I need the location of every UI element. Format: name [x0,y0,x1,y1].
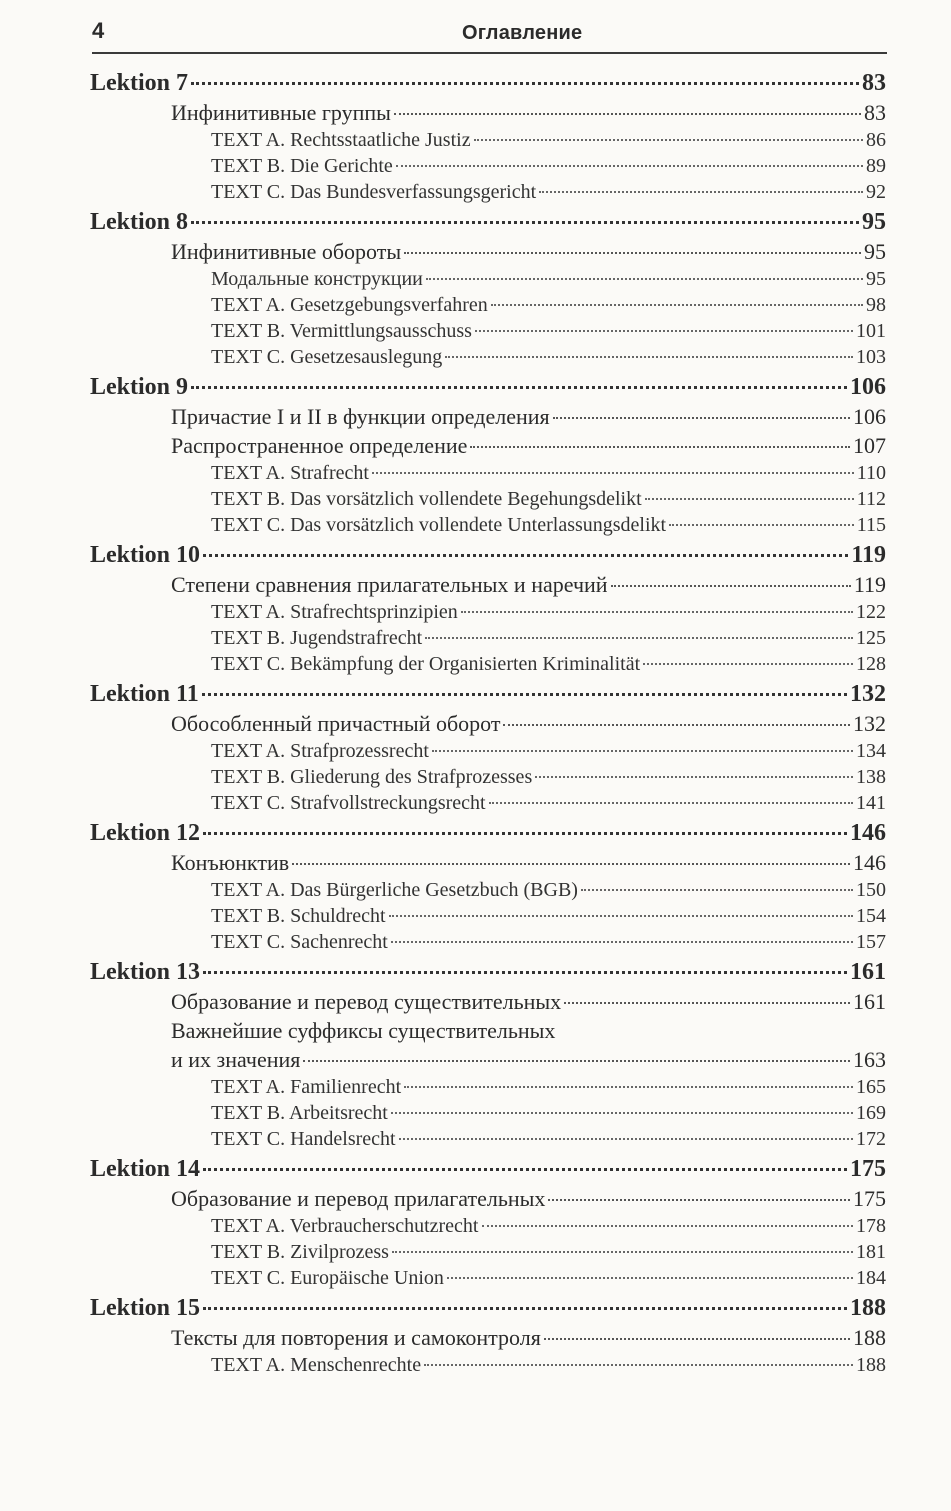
dot-leader [191,221,859,224]
lesson-heading-page-number: 188 [850,1295,886,1321]
lesson-heading[interactable] [90,957,886,987]
lesson-block [90,207,886,370]
lesson-heading-page-number: 146 [850,820,886,846]
dot-leader [392,1251,853,1253]
text-entry-page-number: 178 [856,1215,886,1237]
topic-entry-page-number: 161 [853,989,886,1014]
lesson-heading-title: Lektion 12 [90,820,201,846]
lesson-heading-page-number: 175 [850,1156,886,1182]
dot-leader [503,724,850,726]
lesson-heading[interactable] [90,207,886,237]
text-entry-title: TEXT A. Gesetzgebungsverfahren [211,294,488,316]
lesson-heading[interactable] [90,679,886,709]
topic-entry-page-number: 132 [853,711,886,736]
dot-leader [202,693,847,696]
text-entry-title: TEXT B. Jugendstrafrecht [211,627,423,649]
text-entry-title: TEXT C. Strafvollstreckungsrecht [211,792,486,814]
text-entry-title: TEXT A. Das Bürgerliche Gesetzbuch (BGB) [211,879,578,901]
topic-entry[interactable] [90,570,886,599]
text-entry[interactable] [90,266,886,292]
lesson-heading-page-number: 161 [850,959,886,985]
page-header [92,14,887,54]
dot-leader [394,113,861,115]
dot-leader [425,637,853,639]
topic-entry-page-number: 188 [853,1325,886,1350]
table-of-contents [90,66,886,1378]
topic-entry[interactable] [90,987,886,1016]
text-entry-page-number: 154 [856,905,886,927]
text-entry[interactable] [90,1126,886,1152]
lesson-heading-title: Lektion 10 [90,542,201,568]
page-number: 4 [92,18,105,43]
text-entry[interactable] [90,1074,886,1100]
topic-entry-title: Причастие I и II в функции определения [171,404,550,429]
text-entry-page-number: 92 [866,181,886,203]
text-entry-title: TEXT B. Gliederung des Strafprozesses [211,766,533,788]
text-entry[interactable] [90,460,886,486]
text-entry-title: TEXT B. Zivilprozess [211,1241,389,1263]
dot-leader [389,915,853,917]
text-entry[interactable] [90,179,886,205]
dot-leader [424,1364,853,1366]
text-entry-title: TEXT B. Das vorsätzlich vollendete Begehungsdelikt [211,488,642,510]
dot-leader [474,139,863,141]
dot-leader [203,971,847,974]
lesson-heading-title: Lektion 8 [90,209,189,235]
dot-leader [669,524,854,526]
text-entry-title: TEXT C. Europäische Union [211,1267,444,1289]
dot-leader [544,1338,850,1340]
text-entry[interactable] [90,1213,886,1239]
topic-entry[interactable] [90,848,886,877]
topic-entry[interactable] [90,1323,886,1352]
dot-leader [391,1112,853,1114]
text-entry-title: TEXT A. Rechtsstaatliche Justiz [211,129,471,151]
text-entry-page-number: 138 [856,766,886,788]
lesson-block [90,957,886,1152]
text-entry-title: TEXT A. Strafrechtsprinzipien [211,601,458,623]
dot-leader [548,1199,850,1201]
dot-leader [303,1060,850,1062]
lesson-heading-title: Lektion 15 [90,1295,201,1321]
topic-entry-page-number: 107 [853,433,886,458]
text-entry[interactable] [90,738,886,764]
topic-entry-title: и их значения [171,1047,301,1072]
text-entry[interactable] [90,929,886,955]
text-entry[interactable] [90,153,886,179]
topic-entry-line[interactable]: Важнейшие суффиксы существительных [171,1018,556,1043]
dot-leader [482,1225,854,1227]
dot-leader [404,252,861,254]
text-entry-title: TEXT A. Verbraucherschutzrecht [211,1215,479,1237]
dot-leader [445,356,853,358]
text-entry-page-number: 181 [856,1241,886,1263]
text-entry[interactable] [90,1265,886,1291]
text-entry-page-number: 112 [856,488,886,510]
dot-leader [535,776,853,778]
lesson-block [90,679,886,816]
text-entry-page-number: 98 [866,294,886,316]
lesson-heading-title: Lektion 7 [90,70,189,96]
topic-entry-title: Распространенное определение [171,433,468,458]
dot-leader [191,386,847,389]
dot-leader [643,663,853,665]
text-entry[interactable] [90,877,886,903]
text-entry-page-number: 172 [856,1128,886,1150]
text-entry-title: TEXT C. Gesetzesauslegung [211,346,443,368]
text-entry[interactable] [90,318,886,344]
lesson-heading[interactable] [90,1293,886,1323]
lesson-block [90,372,886,538]
dot-leader [539,191,863,193]
topic-entry-title: Обособленный причастный оборот [171,711,501,736]
text-entry[interactable] [90,512,886,538]
text-entry-page-number: 89 [866,155,886,177]
lesson-heading[interactable] [90,1154,886,1184]
dot-leader [645,498,854,500]
text-entry-page-number: 110 [856,462,886,484]
text-entry-page-number: 86 [866,129,886,151]
lesson-block [90,68,886,205]
lesson-heading[interactable] [90,372,886,402]
dot-leader [447,1277,853,1279]
topic-entry[interactable] [90,237,886,266]
text-entry[interactable] [90,1352,886,1378]
lesson-heading[interactable] [90,68,886,98]
text-entry-page-number: 128 [856,653,886,675]
dot-leader [564,1002,850,1004]
text-entry-page-number: 125 [856,627,886,649]
topic-entry[interactable] [90,431,886,460]
dot-leader [461,611,853,613]
topic-entry-page-number: 175 [853,1186,886,1211]
text-entry[interactable] [90,344,886,370]
lesson-block [90,1154,886,1291]
lesson-heading-page-number: 83 [862,70,886,96]
topic-entry-title: Конъюнктив [171,850,290,875]
text-entry[interactable] [90,599,886,625]
topic-entry-page-number: 163 [853,1047,886,1072]
topic-entry[interactable] [90,709,886,738]
lesson-heading[interactable] [90,540,886,570]
lesson-heading[interactable] [90,818,886,848]
dot-leader [191,82,859,85]
lesson-block [90,818,886,955]
text-entry-title: TEXT C. Das vorsätzlich vollendete Unterlassungsdelikt [211,514,667,536]
dot-leader [553,417,850,419]
dot-leader [581,889,853,891]
dot-leader [404,1086,853,1088]
dot-leader [432,750,853,752]
text-entry-page-number: 95 [866,268,886,290]
text-entry-page-number: 165 [856,1076,886,1098]
dot-leader [203,1307,847,1310]
topic-entry-page-number: 119 [853,572,886,597]
text-entry-page-number: 150 [856,879,886,901]
topic-entry[interactable] [90,402,886,431]
lesson-heading-page-number: 106 [850,374,886,400]
dot-leader [491,304,863,306]
text-entry-title: Модальные конструкции [211,268,423,290]
topic-entry-title: Образование и перевод существительных [171,989,562,1014]
topic-entry-title: Образование и перевод прилагательных [171,1186,546,1211]
dot-leader [489,802,853,804]
text-entry-title: TEXT C. Das Bundesverfassungsgericht [211,181,537,203]
text-entry[interactable] [90,903,886,929]
lesson-block [90,540,886,677]
text-entry-page-number: 115 [856,514,886,536]
text-entry-page-number: 122 [856,601,886,623]
dot-leader [611,585,851,587]
dot-leader [372,472,854,474]
dot-leader [203,832,847,835]
text-entry-page-number: 103 [856,346,886,368]
topic-entry-title: Инфинитивные группы [171,100,391,125]
text-entry-title: TEXT B. Die Gerichte [211,155,393,177]
topic-entry-title: Степени сравнения прилагательных и наречий [171,572,608,597]
text-entry-title: TEXT B. Arbeitsrecht [211,1102,388,1124]
dot-leader [475,330,853,332]
lesson-heading-title: Lektion 14 [90,1156,201,1182]
text-entry[interactable] [90,764,886,790]
lesson-block [90,1293,886,1378]
dot-leader [426,278,863,280]
text-entry-title: TEXT A. Strafprozessrecht [211,740,429,762]
text-entry[interactable] [90,292,886,318]
text-entry-page-number: 141 [856,792,886,814]
text-entry[interactable] [90,486,886,512]
text-entry[interactable] [90,625,886,651]
text-entry[interactable] [90,1239,886,1265]
text-entry-title: TEXT C. Handelsrecht [211,1128,396,1150]
topic-entry-title: Тексты для повторения и самоконтроля [171,1325,541,1350]
text-entry-page-number: 184 [856,1267,886,1289]
text-entry-page-number: 101 [856,320,886,342]
dot-leader [470,446,850,448]
topic-entry[interactable] [90,1184,886,1213]
dot-leader [292,863,850,865]
text-entry-title: TEXT B. Vermittlungsausschuss [211,320,472,342]
dot-leader [203,554,848,557]
lesson-heading-title: Lektion 13 [90,959,201,985]
lesson-heading-page-number: 95 [862,209,886,235]
text-entry[interactable] [90,790,886,816]
text-entry-page-number: 157 [856,931,886,953]
text-entry-page-number: 188 [856,1354,886,1376]
topic-entry-page-number: 83 [864,100,886,125]
text-entry-page-number: 134 [856,740,886,762]
lesson-heading-page-number: 119 [851,542,886,568]
dot-leader [396,165,863,167]
text-entry[interactable] [90,127,886,153]
topic-entry[interactable] [90,1045,886,1074]
text-entry[interactable] [90,651,886,677]
text-entry-title: TEXT C. Sachenrecht [211,931,388,953]
dot-leader [399,1138,853,1140]
topic-entry-page-number: 95 [864,239,886,264]
running-head: Оглавление [462,22,583,44]
topic-entry-page-number: 106 [853,404,886,429]
lesson-heading-title: Lektion 9 [90,374,189,400]
dot-leader [391,941,853,943]
lesson-heading-title: Lektion 11 [90,681,199,707]
lesson-heading-page-number: 132 [850,681,886,707]
text-entry-page-number: 169 [856,1102,886,1124]
text-entry[interactable] [90,1100,886,1126]
topic-entry-page-number: 146 [853,850,886,875]
text-entry-title: TEXT A. Strafrecht [211,462,369,484]
topic-entry[interactable] [90,98,886,127]
text-entry-title: TEXT C. Bekämpfung der Organisierten Kriminalität [211,653,641,675]
dot-leader [203,1168,847,1171]
text-entry-title: TEXT B. Schuldrecht [211,905,386,927]
text-entry-title: TEXT A. Familienrecht [211,1076,402,1098]
topic-entry-title: Инфинитивные обороты [171,239,402,264]
text-entry-title: TEXT A. Menschenrechte [211,1354,422,1376]
